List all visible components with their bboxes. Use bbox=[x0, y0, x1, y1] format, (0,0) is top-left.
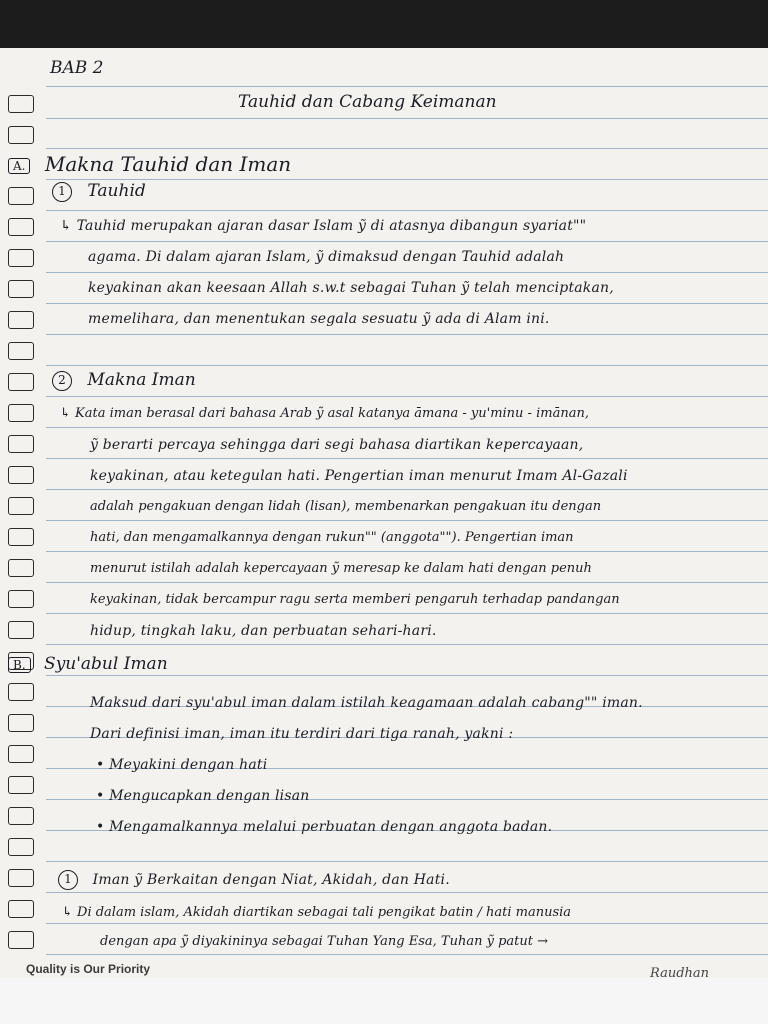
chapter-label: BAB 2 bbox=[50, 58, 104, 78]
margin-box bbox=[8, 807, 34, 825]
ruled-line bbox=[46, 489, 768, 490]
ruled-line bbox=[46, 582, 768, 583]
ruled-line bbox=[46, 892, 768, 893]
ruled-line bbox=[46, 272, 768, 273]
subsection-title: Makna Iman bbox=[87, 370, 196, 390]
text-line: ↳ Di dalam islam, Akidah diartikan sebagai tali pengikat batin / hati manusia bbox=[62, 905, 572, 920]
text-line: ↳ Kata iman berasal dari bahasa Arab ỹ asal katanya āmana - yu'minu - imānan, bbox=[60, 406, 589, 421]
margin-box bbox=[8, 869, 34, 887]
subsection-title: Tauhid bbox=[87, 181, 146, 201]
margin-box bbox=[8, 311, 34, 329]
margin-box bbox=[8, 404, 34, 422]
subsection-number: 1 bbox=[58, 870, 78, 890]
margin-box bbox=[8, 435, 34, 453]
margin-box bbox=[8, 745, 34, 763]
ruled-line bbox=[46, 241, 768, 242]
margin-box bbox=[8, 590, 34, 608]
section-b-heading bbox=[8, 654, 168, 674]
margin-box bbox=[8, 776, 34, 794]
margin-box bbox=[8, 342, 34, 360]
subsection-number: 2 bbox=[52, 371, 72, 391]
section-b-label: B. bbox=[8, 657, 31, 673]
margin-box bbox=[8, 280, 34, 298]
section-a-title: Makna Tauhid dan Iman bbox=[44, 152, 292, 176]
margin-box bbox=[8, 621, 34, 639]
ruled-line bbox=[46, 365, 768, 366]
ruled-line bbox=[46, 551, 768, 552]
ruled-line bbox=[46, 179, 768, 180]
margin-box bbox=[8, 126, 34, 144]
ruled-line bbox=[46, 458, 768, 459]
bullet-item: • Mengamalkannya melalui perbuatan dengan anggota badan. bbox=[96, 819, 553, 835]
margin-box bbox=[8, 838, 34, 856]
footer-brand: Raudhan bbox=[650, 966, 710, 981]
page-title: Tauhid dan Cabang Keimanan bbox=[238, 92, 497, 112]
margin-box bbox=[8, 187, 34, 205]
margin-box bbox=[8, 466, 34, 484]
text-line: hati, dan mengamalkannya dengan rukun"" (anggota""). Pengertian iman bbox=[90, 530, 574, 545]
bullet-item: • Mengucapkan dengan lisan bbox=[96, 788, 310, 804]
ruled-line bbox=[46, 427, 768, 428]
notebook-page bbox=[0, 48, 768, 978]
ruled-line bbox=[46, 86, 768, 87]
ruled-line bbox=[46, 644, 768, 645]
subsection-akidah-heading bbox=[58, 870, 450, 890]
ruled-line bbox=[46, 954, 768, 955]
text-line: dengan apa ỹ diyakininya sebagai Tuhan Yang Esa, Tuhan ỹ patut → bbox=[100, 934, 548, 949]
text-line: ỹ berarti percaya sehingga dari segi bahasa diartikan kepercayaan, bbox=[90, 437, 584, 453]
margin-box bbox=[8, 373, 34, 391]
margin-box bbox=[8, 497, 34, 515]
subsection-tauhid-heading bbox=[52, 181, 146, 202]
text-line: menurut istilah adalah kepercayaan ỹ meresap ke dalam hati dengan penuh bbox=[90, 561, 592, 576]
margin-box bbox=[8, 249, 34, 267]
text-line: keyakinan, atau ketegulan hati. Pengertian iman menurut Imam Al-Gazali bbox=[90, 468, 628, 484]
ruled-line bbox=[46, 861, 768, 862]
margin-box bbox=[8, 528, 34, 546]
margin-box bbox=[8, 900, 34, 918]
background-strip bbox=[0, 978, 768, 1024]
text-line: keyakinan, tidak bercampur ragu serta memberi pengaruh terhadap pandangan bbox=[90, 592, 620, 607]
bullet-item: • Meyakini dengan hati bbox=[96, 757, 268, 773]
text-line: adalah pengakuan dengan lidah (lisan), membenarkan pengakuan itu dengan bbox=[90, 499, 602, 514]
ruled-line bbox=[46, 303, 768, 304]
subsection-iman-heading bbox=[52, 370, 196, 391]
ruled-line bbox=[46, 210, 768, 211]
footer-tagline: Quality is Our Priority bbox=[26, 962, 151, 976]
section-b-title: Syu'abul Iman bbox=[44, 654, 168, 674]
ruled-line bbox=[46, 334, 768, 335]
section-a-heading bbox=[8, 152, 291, 176]
text-line: agama. Di dalam ajaran Islam, ỹ dimaksud dengan Tauhid adalah bbox=[88, 249, 565, 265]
margin-box bbox=[8, 931, 34, 949]
ruled-line bbox=[46, 148, 768, 149]
subsection-number: 1 bbox=[52, 182, 72, 202]
text-line: Maksud dari syu'abul iman dalam istilah keagamaan adalah cabang"" iman. bbox=[90, 695, 643, 711]
subsection-title: Iman ỹ Berkaitan dengan Niat, Akidah, dan Hati. bbox=[92, 872, 450, 888]
text-line: memelihara, dan menentukan segala sesuatu ỹ ada di Alam ini. bbox=[88, 311, 550, 327]
ruled-line bbox=[46, 613, 768, 614]
margin-box bbox=[8, 218, 34, 236]
text-line: Dari definisi iman, iman itu terdiri dari tiga ranah, yakni : bbox=[90, 726, 514, 742]
section-a-label: A. bbox=[8, 158, 30, 174]
margin-box bbox=[8, 559, 34, 577]
ruled-line bbox=[46, 118, 768, 119]
margin-box bbox=[8, 714, 34, 732]
ruled-line bbox=[46, 923, 768, 924]
margin-box bbox=[8, 683, 34, 701]
ruled-line bbox=[46, 396, 768, 397]
text-line: ↳ Tauhid merupakan ajaran dasar Islam ỹ di atasnya dibangun syariat"" bbox=[60, 218, 587, 234]
ruled-line bbox=[46, 675, 768, 676]
text-line: keyakinan akan keesaan Allah s.w.t sebagai Tuhan ỹ telah menciptakan, bbox=[88, 280, 614, 296]
text-line: hidup, tingkah laku, dan perbuatan sehari-hari. bbox=[90, 623, 437, 639]
margin-box bbox=[8, 95, 34, 113]
ruled-line bbox=[46, 520, 768, 521]
